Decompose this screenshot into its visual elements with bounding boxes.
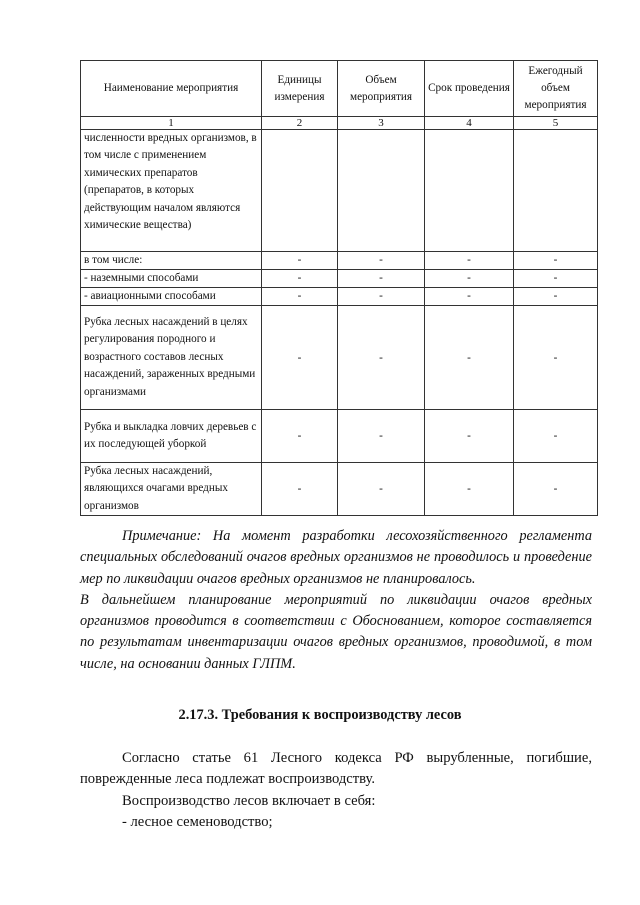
measure-name: Рубка лесных насаждений, являющихся очагами вредных организмов (81, 463, 262, 516)
measure-name: Рубка лесных насаждений в целях регулирования породного и возрастного составов лесных насаждений, зараженных вредными организмами (81, 306, 262, 410)
cell-volume: - (338, 410, 425, 463)
body-paragraph: Воспроизводство лесов включает в себя: (122, 792, 376, 809)
cell-volume: - (338, 463, 425, 516)
cell-period: - (425, 252, 514, 270)
table-row (81, 463, 598, 516)
cell-annual-volume (514, 130, 598, 252)
column-number: 5 (514, 117, 598, 130)
cell-units: - (262, 288, 338, 306)
cell-annual-volume: - (514, 288, 598, 306)
table-row (81, 130, 598, 252)
table-row (81, 410, 598, 463)
body-paragraph: - лесное семеноводство; (122, 813, 273, 830)
header-volume: Объем мероприятия (338, 61, 425, 117)
measure-name: - наземными способами (81, 270, 262, 288)
table-row (81, 306, 598, 410)
note-paragraph: Примечание: На момент разработки лесохозяйственного регламента специальных обследований очагов вредных организмов не проводилось и проведение мер по ликвидации очагов вредных организмов не планировалось. (80, 528, 592, 587)
cell-volume: - (338, 270, 425, 288)
column-number: 4 (425, 117, 514, 130)
section-body (80, 748, 592, 833)
cell-units: - (262, 306, 338, 410)
table-row (81, 270, 598, 288)
cell-volume: - (338, 306, 425, 410)
cell-period: - (425, 288, 514, 306)
column-number: 1 (81, 117, 262, 130)
cell-annual-volume: - (514, 410, 598, 463)
table-note (80, 526, 592, 675)
cell-units: - (262, 270, 338, 288)
cell-period: - (425, 463, 514, 516)
table-header-row (81, 61, 598, 117)
measures-table (80, 60, 598, 516)
header-period: Срок проведения (425, 61, 514, 117)
header-units: Единицы измерения (262, 61, 338, 117)
cell-period: - (425, 306, 514, 410)
column-number: 2 (262, 117, 338, 130)
header-measure-name: Наименование мероприятия (81, 61, 262, 117)
body-paragraph: Согласно статье 61 Лесного кодекса РФ вырубленные, погибшие, поврежденные леса подлежат воспроизводству. (80, 750, 592, 788)
measure-name: численности вредных организмов, в том числе с применением химических препаратов (препаратов, в которых действующим началом являются химические вещества) (81, 130, 262, 252)
cell-annual-volume: - (514, 306, 598, 410)
measure-name: Рубка и выкладка ловчих деревьев с их последующей уборкой (81, 410, 262, 463)
table-row (81, 288, 598, 306)
measure-name: - авиационными способами (81, 288, 262, 306)
column-number: 3 (338, 117, 425, 130)
cell-period: - (425, 270, 514, 288)
table-row (81, 252, 598, 270)
cell-units (262, 130, 338, 252)
measure-name: в том числе: (81, 252, 262, 270)
cell-units: - (262, 410, 338, 463)
note-paragraph: В дальнейшем планирование мероприятий по ликвидации очагов вредных организмов проводится в соответствии с Обоснованием, которое составляется по результатам инвентаризации очагов вредных организмов, проводимой, в том числе, на основании данных ГЛПМ. (80, 591, 592, 672)
cell-units: - (262, 252, 338, 270)
cell-units: - (262, 463, 338, 516)
cell-volume: - (338, 252, 425, 270)
column-number-row (81, 117, 598, 130)
cell-volume (338, 130, 425, 252)
cell-annual-volume: - (514, 252, 598, 270)
header-annual-volume: Ежегодный объем мероприятия (514, 61, 598, 117)
section-heading: 2.17.3. Требования к воспроизводству лесов (178, 707, 462, 723)
cell-volume: - (338, 288, 425, 306)
cell-annual-volume: - (514, 463, 598, 516)
cell-period (425, 130, 514, 252)
cell-annual-volume: - (514, 270, 598, 288)
cell-period: - (425, 410, 514, 463)
